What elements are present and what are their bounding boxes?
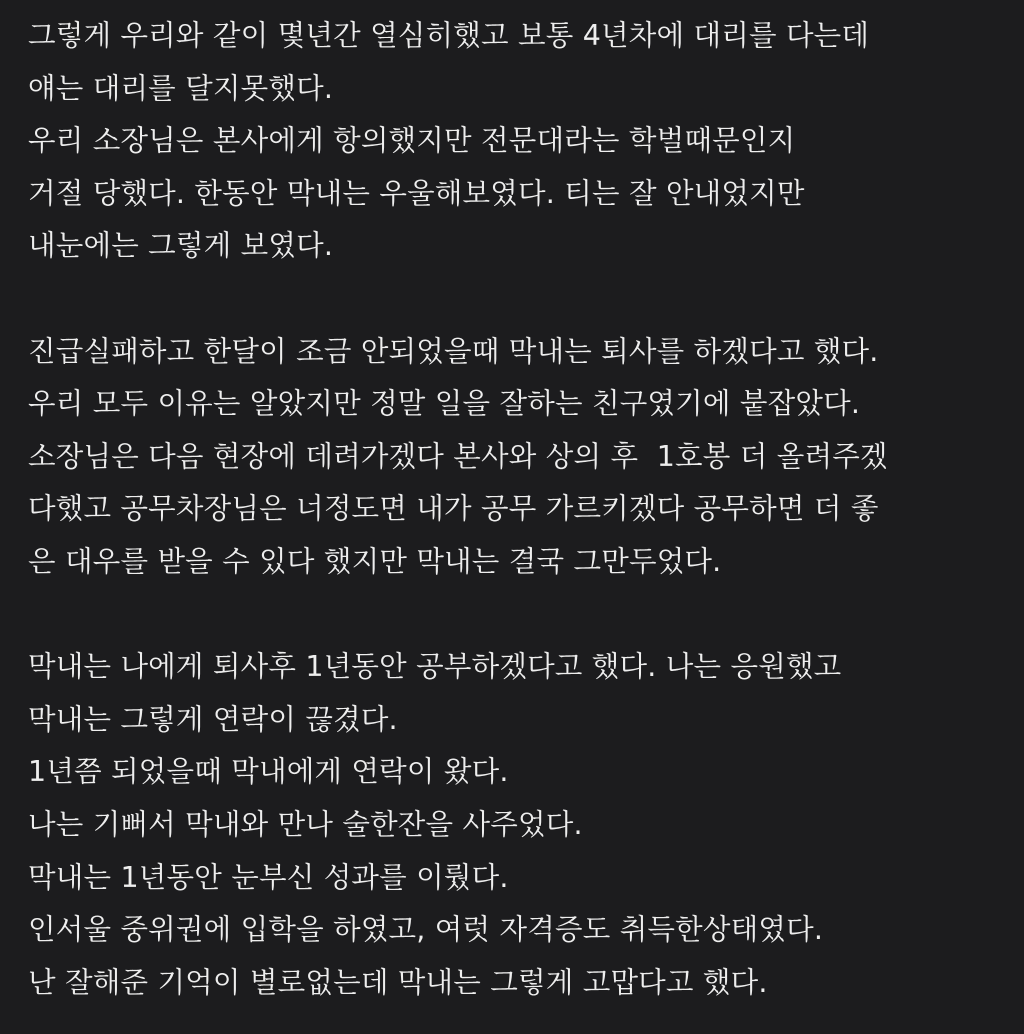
text-line: 우리 소장님은 본사에게 항의했지만 전문대라는 학벌때문인지 — [28, 124, 796, 158]
text-line: 막내는 그렇게 연락이 끊겼다. — [28, 702, 398, 736]
paragraph-1 — [28, 10, 1008, 273]
text-line: 소장님은 다음 현장에 데려가겠다 본사와 상의 후 1호봉 더 올려주겠 — [28, 439, 888, 473]
text-line: 진급실패하고 한달이 조금 안되었을때 막내는 퇴사를 하겠다고 했다. — [28, 334, 879, 368]
paragraph-gap — [28, 589, 1008, 642]
text-line: 그렇게 우리와 같이 몇년간 열심히했고 보통 4년차에 대리를 다는데 — [28, 19, 870, 52]
text-body — [28, 10, 1008, 1009]
text-line: 나는 기뻐서 막내와 만나 술한잔을 사주었다. — [28, 807, 583, 841]
paragraph-2 — [28, 326, 1008, 589]
text-line: 은 대우를 받을 수 있다 했지만 막내는 결국 그만두었다. — [28, 544, 722, 578]
paragraph-3 — [28, 641, 1008, 1009]
paragraph-gap — [28, 273, 1008, 326]
text-line: 난 잘해준 기억이 별로없는데 막내는 그렇게 고맙다고 했다. — [28, 965, 768, 999]
text-line: 다했고 공무차장님은 너정도면 내가 공무 가르키겠다 공무하면 더 좋 — [28, 492, 879, 526]
text-line: 얘는 대리를 달지못했다. — [28, 71, 334, 105]
text-line: 1년쯤 되었을때 막내에게 연락이 왔다. — [28, 755, 509, 789]
text-line: 우리 모두 이유는 알았지만 정말 일을 잘하는 친구였기에 붙잡았다. — [28, 387, 861, 421]
text-line: 인서울 중위권에 입학을 하였고, 여럿 자격증도 취득한상태였다. — [28, 913, 824, 947]
text-line: 거절 당했다. 한동안 막내는 우울해보였다. 티는 잘 안내었지만 — [28, 176, 805, 210]
text-line: 내눈에는 그렇게 보였다. — [28, 229, 334, 263]
text-line: 막내는 1년동안 눈부신 성과를 이뤘다. — [28, 860, 509, 894]
text-line: 막내는 나에게 퇴사후 1년동안 공부하겠다고 했다. 나는 응원했고 — [28, 650, 842, 684]
